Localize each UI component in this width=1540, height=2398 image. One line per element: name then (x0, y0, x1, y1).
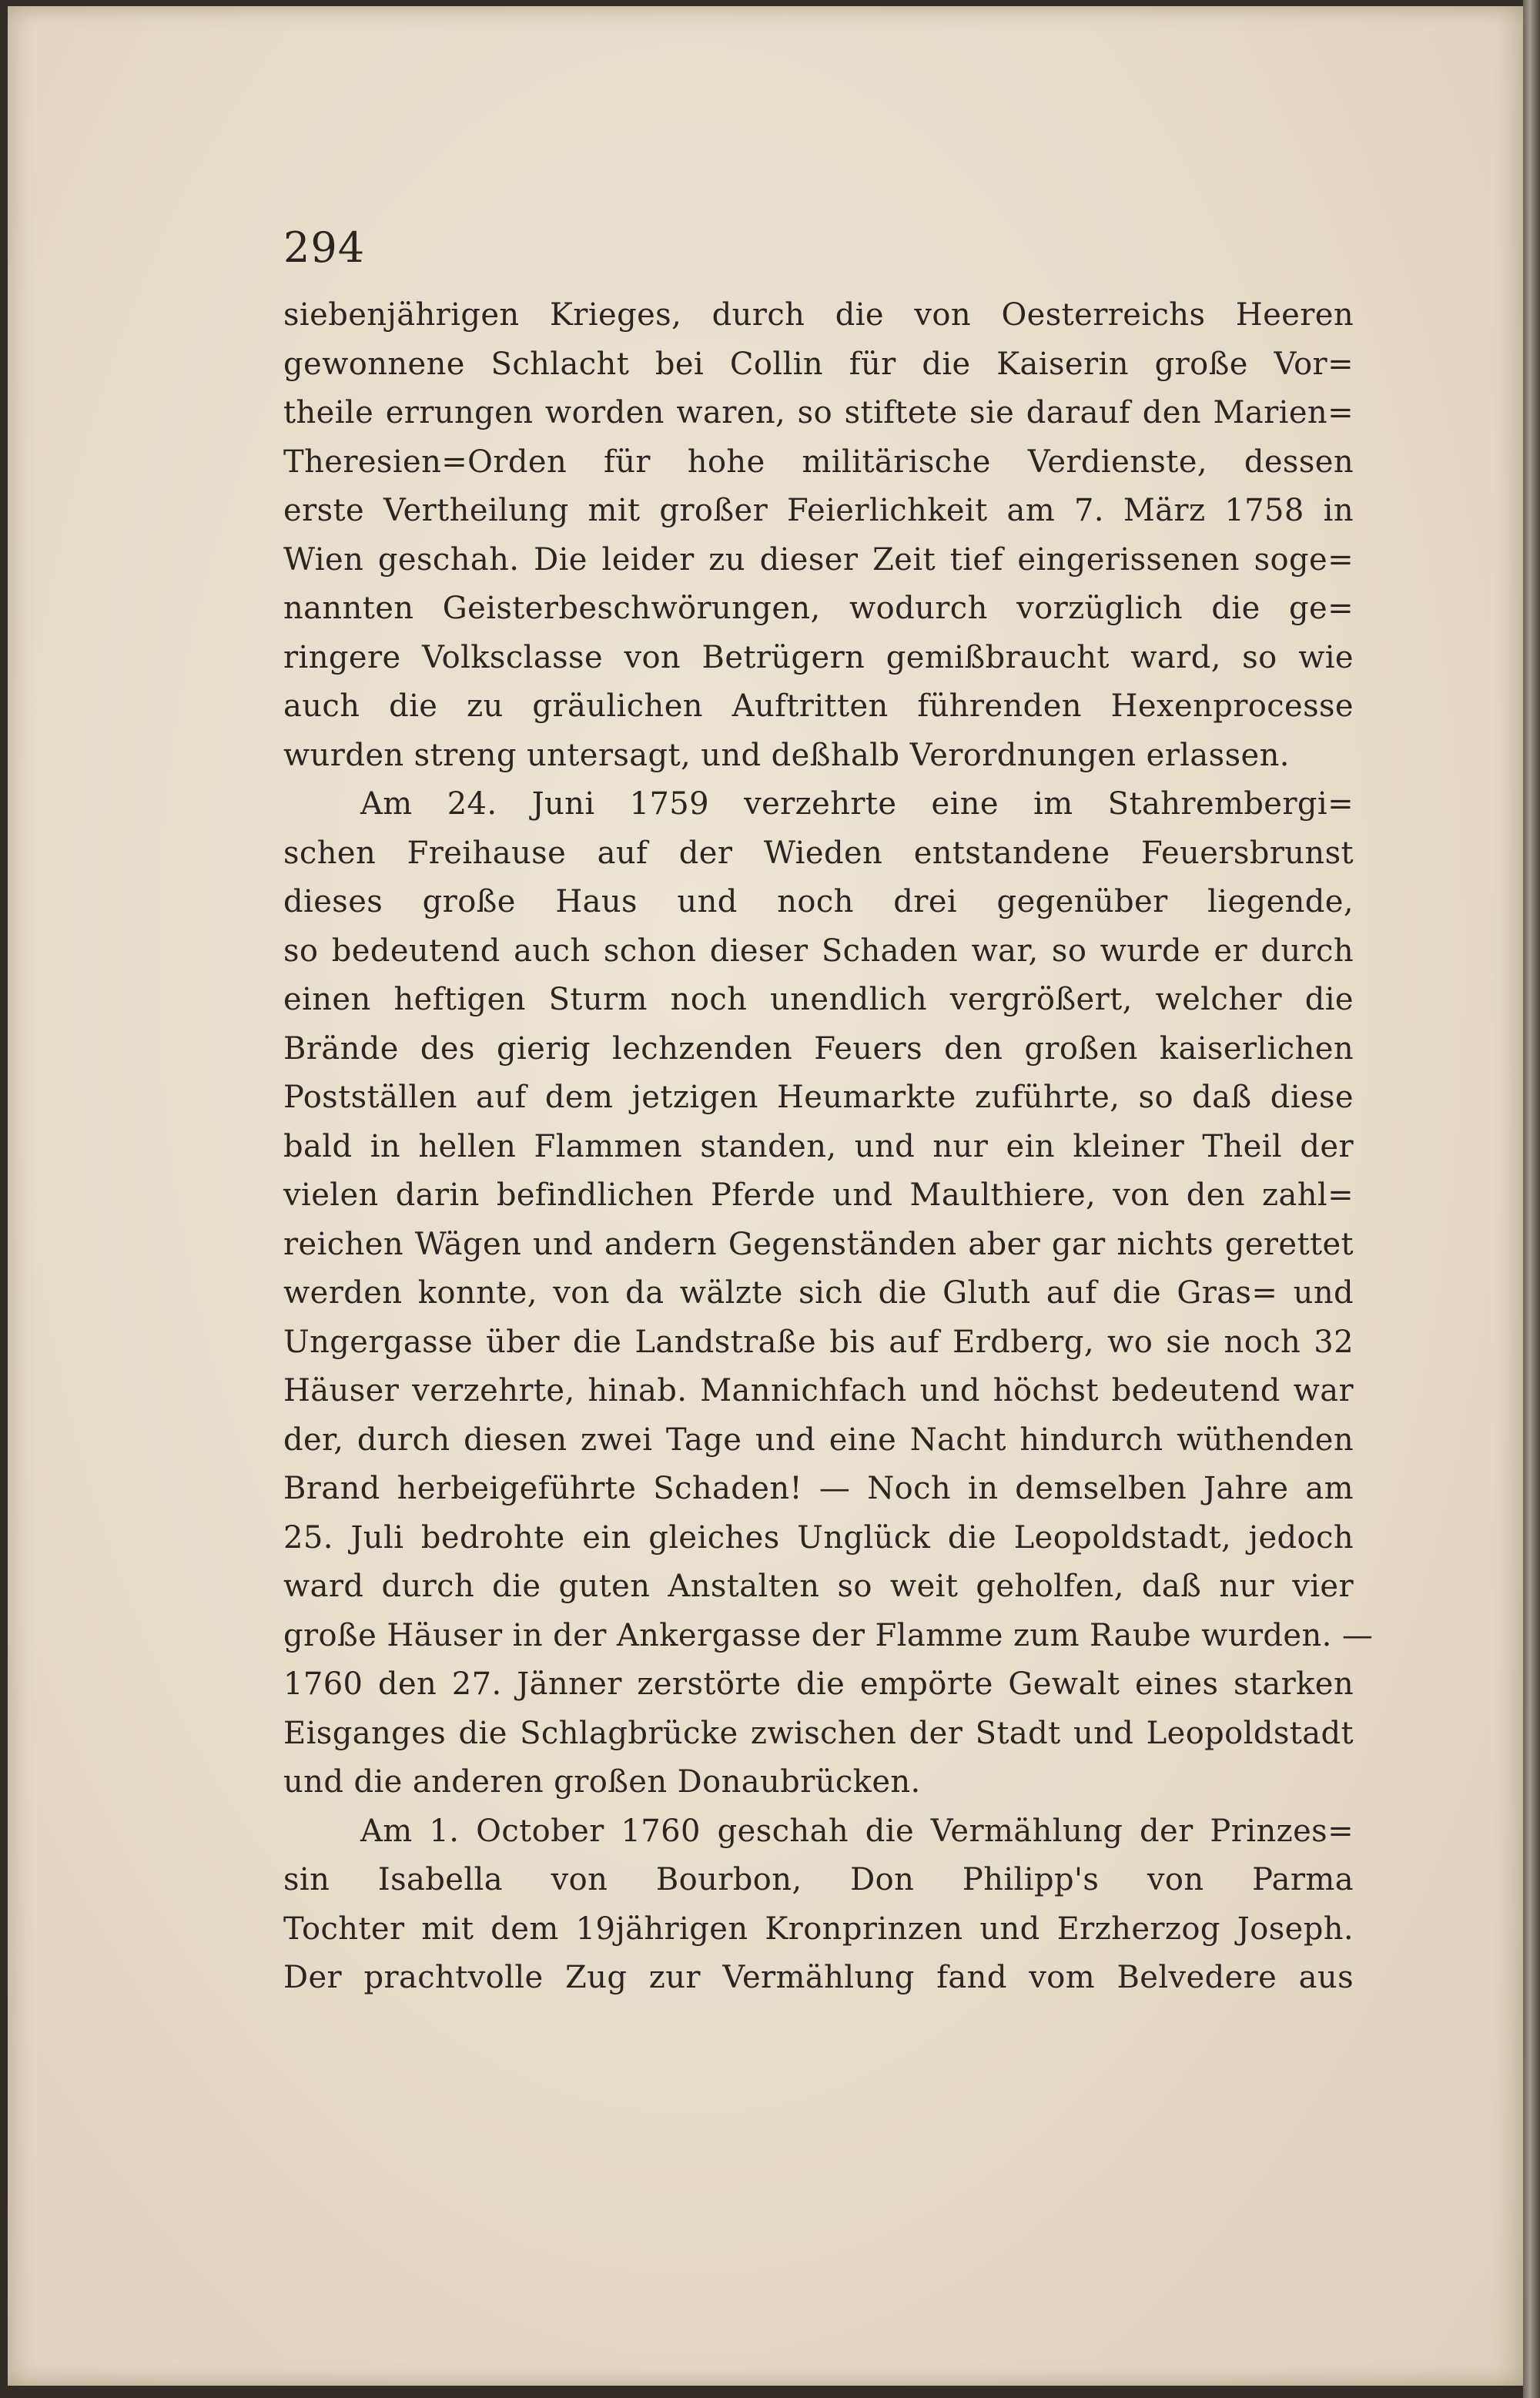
text-line: große Häuser in der Ankergasse der Flamme zum Raube wurden. — (283, 1617, 1374, 1653)
page-edge (1523, 0, 1540, 2398)
text-line: einen heftigen Sturm noch unendlich vergrößert, welcher die (283, 982, 1354, 1017)
text-line: Ungergasse über die Landstraße bis auf Erdberg, wo sie noch 32 (283, 1324, 1354, 1360)
text-line: Eisganges die Schlagbrücke zwischen der Stadt und Leopoldstadt (283, 1715, 1354, 1751)
text-line: vielen darin befindlichen Pferde und Maulthiere, von den zahl= (283, 1177, 1354, 1213)
text-line: siebenjährigen Krieges, durch die von Oesterreichs Heeren (283, 297, 1354, 333)
text-line: Am 1. October 1760 geschah die Vermählung der Prinzes= (360, 1813, 1354, 1849)
text-line: Brand herbeigeführte Schaden! — Noch in demselben Jahre am (283, 1471, 1354, 1506)
text-line: der, durch diesen zwei Tage und eine Nacht hindurch wüthenden (283, 1422, 1354, 1458)
text-line: Am 24. Juni 1759 verzehrte eine im Stahrembergi= (360, 786, 1354, 822)
book-page (8, 6, 1528, 2386)
body-text (283, 291, 1374, 2003)
text-line: gewonnene Schlacht bei Collin für die Kaiserin große Vor= (283, 346, 1354, 382)
text-line: 1760 den 27. Jänner zerstörte die empörte Gewalt eines starken (283, 1666, 1354, 1702)
text-line: bald in hellen Flammen standen, und nur ein kleiner Theil der (283, 1128, 1354, 1164)
text-line: reichen Wägen und andern Gegenständen aber gar nichts gerettet (283, 1226, 1354, 1262)
text-line: nannten Geisterbeschwörungen, wodurch vorzüglich die ge= (283, 591, 1354, 626)
text-line: ringere Volksclasse von Betrügern gemißbraucht ward, so wie (283, 639, 1354, 675)
text-line: ward durch die guten Anstalten so weit geholfen, daß nur vier (283, 1569, 1354, 1604)
text-line: dieses große Haus und noch drei gegenüber liegende, (283, 884, 1354, 919)
text-line: schen Freihause auf der Wieden entstandene Feuersbrunst (283, 835, 1354, 871)
text-line: Häuser verzehrte, hinab. Mannichfach und höchst bedeutend war (283, 1373, 1354, 1408)
text-line: Theresien=Orden für hohe militärische Verdienste, dessen (283, 444, 1354, 480)
text-line: sin Isabella von Bourbon, Don Philipp's von Parma (283, 1862, 1354, 1897)
text-line: so bedeutend auch schon dieser Schaden war, so wurde er durch (283, 933, 1354, 969)
text-line: auch die zu gräulichen Auftritten führenden Hexenprocesse (283, 688, 1354, 724)
text-line: Der prachtvolle Zug zur Vermählung fand vom Belvedere aus (283, 1960, 1354, 1995)
text-line: 25. Juli bedrohte ein gleiches Unglück die Leopoldstadt, jedoch (283, 1519, 1354, 1556)
text-line: Brände des gierig lechzenden Feuers den großen kaiserlichen (283, 1030, 1354, 1067)
text-line: wurden streng untersagt, und deßhalb Verordnungen erlassen. (283, 737, 1290, 773)
text-line: Postställen auf dem jetzigen Heumarkte zuführte, so daß diese (283, 1080, 1354, 1115)
text-line: erste Vertheilung mit großer Feierlichkeit am 7. März 1758 in (283, 493, 1354, 528)
text-line: werden konnte, von da wälzte sich die Gluth auf die Gras= und (283, 1275, 1354, 1311)
text-line: Wien geschah. Die leider zu dieser Zeit tief eingerissenen soge= (283, 541, 1354, 578)
text-line: theile errungen worden waren, so stiftete sie darauf den Marien= (283, 395, 1354, 430)
page-number: 294 (283, 223, 366, 272)
text-line: und die anderen großen Donaubrücken. (283, 1764, 921, 1800)
text-line: Tochter mit dem 19jährigen Kronprinzen und Erzherzog Joseph. (283, 1911, 1354, 1947)
